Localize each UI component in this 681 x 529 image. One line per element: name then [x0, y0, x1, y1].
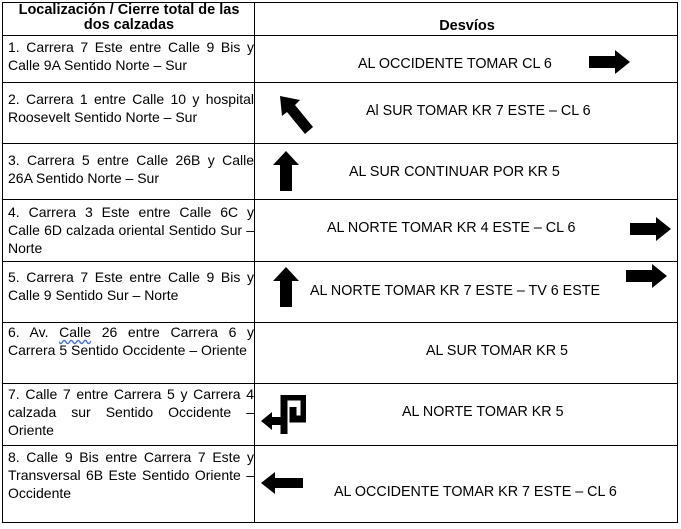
row-5-location: 5. Carrera 7 Este entre Calle 9 Bis y Calle 9 Sentido Sur – Norte	[8, 269, 254, 303]
row-divider	[2, 261, 677, 262]
row-7-detour: AL NORTE TOMAR KR 5	[402, 404, 564, 420]
row-4-detour: AL NORTE TOMAR KR 4 ESTE – CL 6	[327, 220, 576, 236]
row-divider	[2, 143, 677, 144]
column-divider	[254, 2, 255, 523]
row-2-detour: Al SUR TOMAR KR 7 ESTE – CL 6	[366, 103, 591, 119]
arrow-right-icon	[587, 49, 631, 75]
arrow-up-icon	[272, 266, 300, 308]
header-detours: Desvíos	[439, 18, 495, 34]
row-divider	[2, 383, 677, 384]
row-6-location-suffix: 26 entre Carrera 6 y Carrera 5 Sentido Occidente – Oriente	[8, 324, 255, 358]
table-border-left	[2, 2, 3, 523]
row-2-location: 2. Carrera 1 entre Calle 10 y hospital Roosevelt Sentido Norte – Sur	[8, 91, 254, 125]
arrow-up-left-icon	[278, 94, 316, 136]
arrow-right-icon	[624, 263, 668, 289]
u-turn-arrow-icon	[260, 395, 306, 437]
table-border-bottom	[2, 522, 677, 523]
header-location: Localización / Cierre total de las dos calzadas	[18, 2, 240, 33]
row-divider	[2, 445, 677, 446]
row-divider	[2, 35, 677, 36]
arrow-right-icon	[628, 216, 672, 242]
row-7-location: 7. Calle 7 entre Carrera 5 y Carrera 4 calzada sur Sentido Occidente – Oriente	[8, 386, 254, 438]
row-3-detour: AL SUR CONTINUAR POR KR 5	[349, 164, 560, 180]
spellcheck-underlined-word: Calle	[59, 324, 92, 340]
detours-table	[2, 2, 677, 522]
row-1-detour: AL OCCIDENTE TOMAR CL 6	[358, 56, 552, 72]
row-divider	[2, 199, 677, 200]
arrow-up-icon	[272, 150, 300, 192]
row-divider	[2, 82, 677, 83]
row-1-location: 1. Carrera 7 Este entre Calle 9 Bis y Calle 9A Sentido Norte – Sur	[8, 39, 254, 73]
arrow-left-icon	[260, 471, 304, 495]
table-border-right	[677, 2, 678, 523]
row-4-location: 4. Carrera 3 Este entre Calle 6C y Calle 6D calzada oriental Sentido Sur – Norte	[8, 204, 254, 256]
row-3-location: 3. Carrera 5 entre Calle 26B y Calle 26A Sentido Norte – Sur	[8, 152, 254, 186]
row-5-detour: AL NORTE TOMAR KR 7 ESTE – TV 6 ESTE	[310, 283, 601, 299]
row-8-location: 8. Calle 9 Bis entre Carrera 7 Este y Transversal 6B Este Sentido Oriente – Occidente	[8, 449, 254, 501]
row-6-location	[8, 323, 254, 359]
row-8-detour: AL OCCIDENTE TOMAR KR 7 ESTE – CL 6	[334, 484, 617, 500]
row-6-location-prefix: 6. Av.	[8, 324, 60, 340]
row-6-detour: AL SUR TOMAR KR 5	[426, 343, 568, 359]
